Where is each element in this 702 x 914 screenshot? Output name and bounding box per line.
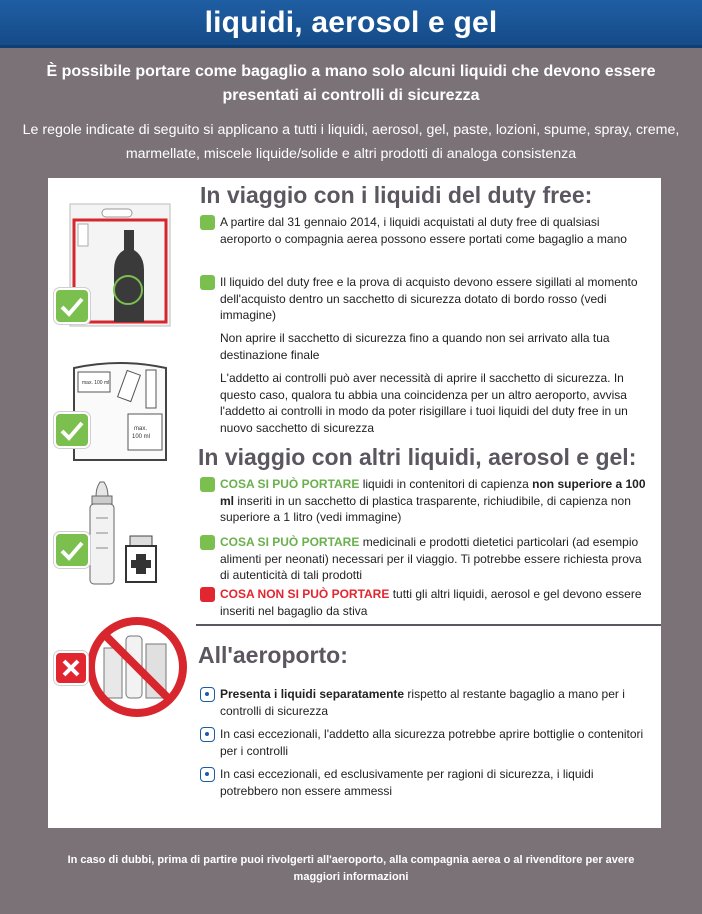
list-item: Il liquido del duty free e la prova di acquisto devono essere sigillati al momento dell'acquisto dentro un sacchetto di sicurezza dotato di bordo rosso (vedi immagine): [200, 274, 648, 324]
airport-heading: All'aeroporto:: [198, 642, 348, 668]
intro-headline: È possibile portare come bagaglio a mano solo alcuni liquidi che devono essere presentati ai controlli di sicurezza: [46, 63, 656, 104]
list-item: COSA SI PUÒ PORTARE liquidi in contenitori di capienza non superiore a 100 ml inseriti in un sacchetto di plastica trasparente, richiudibile, di capienza non superiore a 1 litro (vedi immagine): [200, 476, 648, 526]
x-icon: [200, 587, 215, 602]
allowed-badge: [54, 412, 90, 448]
rules-card: [48, 178, 661, 828]
svg-text:max. 100 ml: max. 100 ml: [82, 380, 110, 386]
check-icon: [200, 477, 215, 492]
list-item: Non aprire il sacchetto di sicurezza fino a quando non sei arrivato alla tua destinazione finale: [220, 331, 610, 362]
page-title: liquidi, aerosol e gel: [204, 5, 498, 39]
list-item: COSA NON SI PUÒ PORTARE tutti gli altri liquidi, aerosol e gel devono essere inseriti nel bagaglio da stiva: [200, 586, 648, 619]
check-icon: [200, 275, 215, 290]
allowed-badge: [54, 532, 90, 568]
other-liquids-heading: In viaggio con altri liquidi, aerosol e gel:: [198, 444, 637, 470]
title-bar: [0, 0, 702, 48]
check-icon: [200, 535, 215, 550]
forbidden-liquids-illustration: [84, 614, 190, 720]
list-item: A partire dal 31 gennaio 2014, i liquidi acquistati al duty free di qualsiasi aeroporto o compagnia aerea possono essere portati come bagaglio a mano: [200, 214, 648, 247]
list-item: COSA SI PUÒ PORTARE medicinali e prodotti dietetici particolari (ad esempio alimenti per neonati) necessari per il viaggio. Ti potrebbe essere richiesta prova di autenticità di tali prodotti: [200, 534, 648, 584]
list-item: In casi eccezionali, ed esclusivamente per ragioni di sicurezza, i liquidi potrebbero non essere ammessi: [200, 766, 648, 799]
footer-note: In caso di dubbi, prima di partire puoi rivolgerti all'aeroporto, alla compagnia aerea o al rivenditore per avere maggiori informazioni: [67, 854, 635, 883]
section-divider: [196, 624, 661, 626]
svg-text:100 ml: 100 ml: [132, 434, 151, 440]
info-icon: [200, 727, 215, 742]
duty-free-heading: In viaggio con i liquidi del duty free:: [200, 182, 593, 208]
svg-text:max.: max.: [134, 426, 148, 432]
forbidden-badge: [54, 651, 88, 685]
intro-note: Le regole indicate di seguito si applicano a tutti i liquidi, aerosol, gel, paste, lozioni, spume, spray, creme, marmellate, miscele liquide/solide e altri prodotti di analoga consistenza: [22, 122, 680, 162]
info-icon: [200, 767, 215, 782]
list-item: L'addetto ai controlli può aver necessità di aprire il sacchetto di sicurezza. In questo caso, qualora tu abbia una coincidenza per un altro aeroporto, avvisa l'addetto ai controlli in modo da poter risigillare i tuoi liquidi del duty free in un nuovo sacchetto di sicurezza: [220, 371, 628, 435]
baby-bottle-medicine-illustration: [86, 478, 166, 588]
check-icon: [200, 215, 215, 230]
list-item: In casi eccezionali, l'addetto alla sicurezza potrebbe aprire bottiglie o contenitori per i controlli: [200, 726, 648, 759]
list-item: Presenta i liquidi separatamente rispetto al restante bagaglio a mano per i controlli di sicurezza: [200, 686, 648, 719]
allowed-badge: [54, 288, 90, 324]
info-icon: [200, 687, 215, 702]
